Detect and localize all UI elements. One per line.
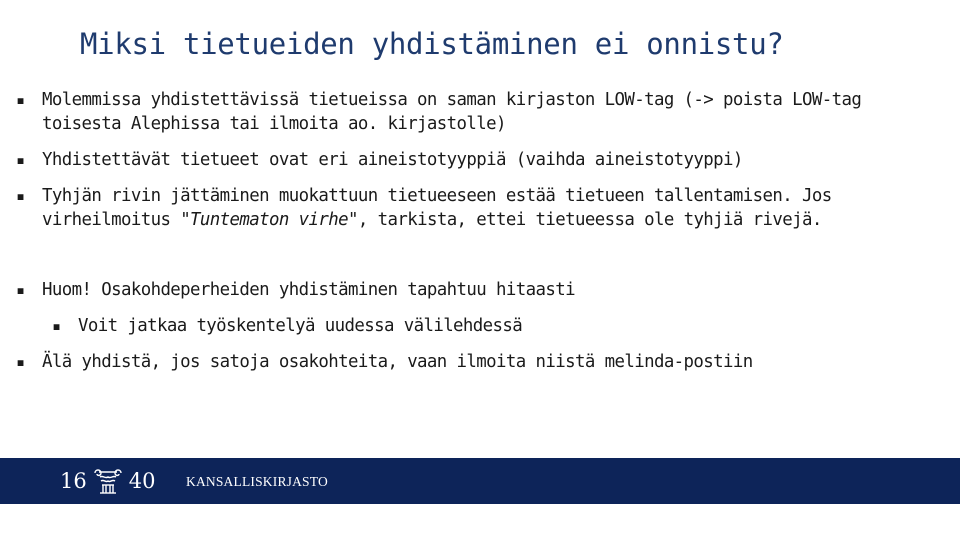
slide-title: Miksi tietueiden yhdistäminen ei onnistu? [80,27,784,61]
organization-name: KANSALLISKIRJASTO [186,474,328,489]
logo-year-right: 40 [128,469,156,493]
footer-bar [0,458,960,504]
column-capital-icon [91,467,125,495]
sub-bullet-item: ▪ Voit jatkaa työskentelyä uudessa välilehdessä [16,314,946,338]
bullet-emphasis: "Tuntematon virhe" [180,210,358,230]
bullet-item: ▪ Yhdistettävät tietueet ovat eri aineistotyyppiä (vaihda aineistotyyppi) [16,148,946,172]
bullet-item: ▪ Älä yhdistä, jos satoja osakohteita, vaan ilmoita niistä melinda-postiin [16,350,946,374]
bullet-item: ▪ Molemmissa yhdistettävissä tietueissa on saman kirjaston LOW-tag (-> poista LOW-tag toisesta Alephissa tai ilmoita ao. kirjastolle) [16,88,946,136]
bullet-item: ▪ Huom! Osakohdeperheiden yhdistäminen tapahtuu hitaasti [16,278,946,302]
bullet-item [16,184,946,232]
bullet-text: Tyhjän rivin jättäminen muokattuun tietueeseen estää tietueen tallentamisen. Jos virheilmoitus [42,186,832,230]
slide-body [16,88,946,386]
bullet-text: , tarkista, ettei tietueessa ole tyhjiä rivejä. [357,210,822,230]
library-logo [60,466,155,496]
logo-year-left: 16 [60,469,87,493]
